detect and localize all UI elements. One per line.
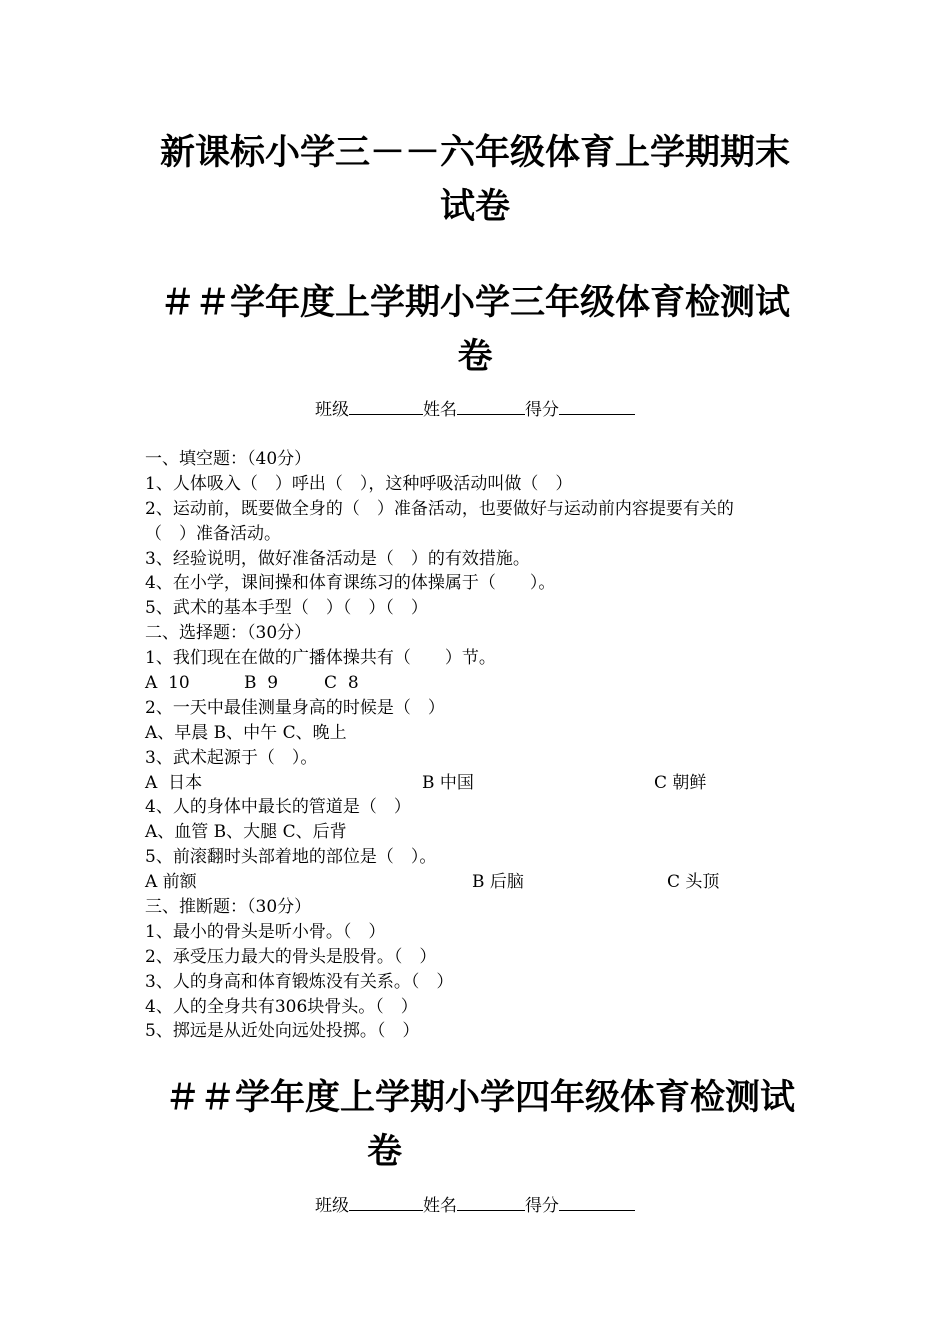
choice-question-5: 5、前滚翻时头部着地的部位是（ ）。 bbox=[145, 847, 437, 868]
fill-question-1: 1、人体吸入（ ）呼出（ ），这种呼吸活动叫做（ ） bbox=[145, 473, 573, 494]
document-title-line-2: 试卷 bbox=[439, 187, 510, 227]
score-label: 得分 bbox=[525, 1196, 559, 1216]
choice-question-3-options bbox=[145, 771, 825, 796]
grade4-test-title-line-1: ＃＃学年度上学期小学四年级体育检测试 bbox=[164, 1078, 795, 1118]
name-blank bbox=[457, 1194, 525, 1211]
choice-section-heading: 二、选择题：（30分） bbox=[145, 623, 312, 644]
class-label: 班级 bbox=[315, 1196, 349, 1216]
fill-section-heading: 一、填空题：（40分） bbox=[145, 449, 312, 469]
class-blank bbox=[349, 1194, 423, 1211]
grade4-student-info-line bbox=[0, 1194, 950, 1218]
option-b: B 9 bbox=[244, 673, 279, 694]
fill-question-2-line-1: 2、运动前，既要做全身的（ ）准备活动，也要做好与运动前内容提要有关的 bbox=[145, 498, 734, 519]
class-blank bbox=[349, 398, 423, 415]
grade3-test-title bbox=[145, 276, 805, 384]
grade4-test-title-line-2: 卷 bbox=[367, 1132, 403, 1172]
class-label: 班级 bbox=[315, 400, 349, 420]
name-label: 姓名 bbox=[423, 1196, 457, 1216]
judge-section-heading: 三、推断题：（30分） bbox=[145, 897, 312, 918]
judge-question-3: 3、人的身高和体育锻炼没有关系。（ ） bbox=[145, 971, 454, 992]
choice-question-2-options: A、早晨 B、中午 C、晚上 bbox=[145, 722, 347, 743]
grade3-test-title-line-2: 卷 bbox=[457, 337, 493, 377]
fill-question-3: 3、经验说明，做好准备活动是（ ）的有效措施。 bbox=[145, 548, 530, 569]
choice-question-1: 1、我们现在在做的广播体操共有（ ）节。 bbox=[145, 648, 496, 669]
option-b: B 后脑 bbox=[472, 872, 524, 893]
judge-question-2: 2、承受压力最大的骨头是股骨。（ ） bbox=[145, 946, 437, 967]
choice-question-1-options bbox=[145, 671, 825, 696]
fill-question-5: 5、武术的基本手型（ ）（ ）（ ） bbox=[145, 598, 428, 619]
option-c: C 8 bbox=[324, 673, 359, 694]
option-a: A 前额 bbox=[145, 872, 197, 893]
option-c: C 头顶 bbox=[667, 872, 720, 893]
option-a: A 10 bbox=[145, 673, 190, 694]
name-blank bbox=[457, 398, 525, 415]
grade4-test-title bbox=[150, 1071, 810, 1179]
judge-question-5: 5、掷远是从近处向远处投掷。（ ） bbox=[145, 1021, 420, 1042]
option-b: B 中国 bbox=[422, 772, 474, 793]
fill-question-2-line-2: （ ）准备活动。 bbox=[145, 523, 281, 544]
document-title bbox=[145, 126, 805, 234]
document-title-line-1: 新课标小学三－－六年级体育上学期期末 bbox=[159, 133, 790, 173]
grade3-questions bbox=[145, 447, 825, 1044]
choice-question-4-options: A、血管 B、大腿 C、后背 bbox=[145, 822, 347, 843]
choice-question-2: 2、一天中最佳测量身高的时候是（ ） bbox=[145, 697, 445, 718]
choice-question-3: 3、武术起源于（ ）。 bbox=[145, 747, 318, 768]
score-blank bbox=[559, 1194, 635, 1211]
grade3-student-info-line bbox=[0, 398, 950, 422]
judge-question-1: 1、最小的骨头是听小骨。（ ） bbox=[145, 921, 386, 942]
score-label: 得分 bbox=[525, 400, 559, 420]
choice-question-5-options bbox=[145, 870, 825, 895]
option-c: C 朝鲜 bbox=[654, 772, 707, 793]
option-a: A 日本 bbox=[145, 772, 203, 793]
fill-question-4: 4、在小学，课间操和体育课练习的体操属于（ ）。 bbox=[145, 573, 556, 594]
judge-question-4: 4、人的全身共有306块骨头。（ ） bbox=[145, 996, 418, 1017]
name-label: 姓名 bbox=[423, 400, 457, 420]
grade3-test-title-line-1: ＃＃学年度上学期小学三年级体育检测试 bbox=[159, 283, 790, 323]
score-blank bbox=[559, 398, 635, 415]
choice-question-4: 4、人的身体中最长的管道是（ ） bbox=[145, 797, 411, 818]
